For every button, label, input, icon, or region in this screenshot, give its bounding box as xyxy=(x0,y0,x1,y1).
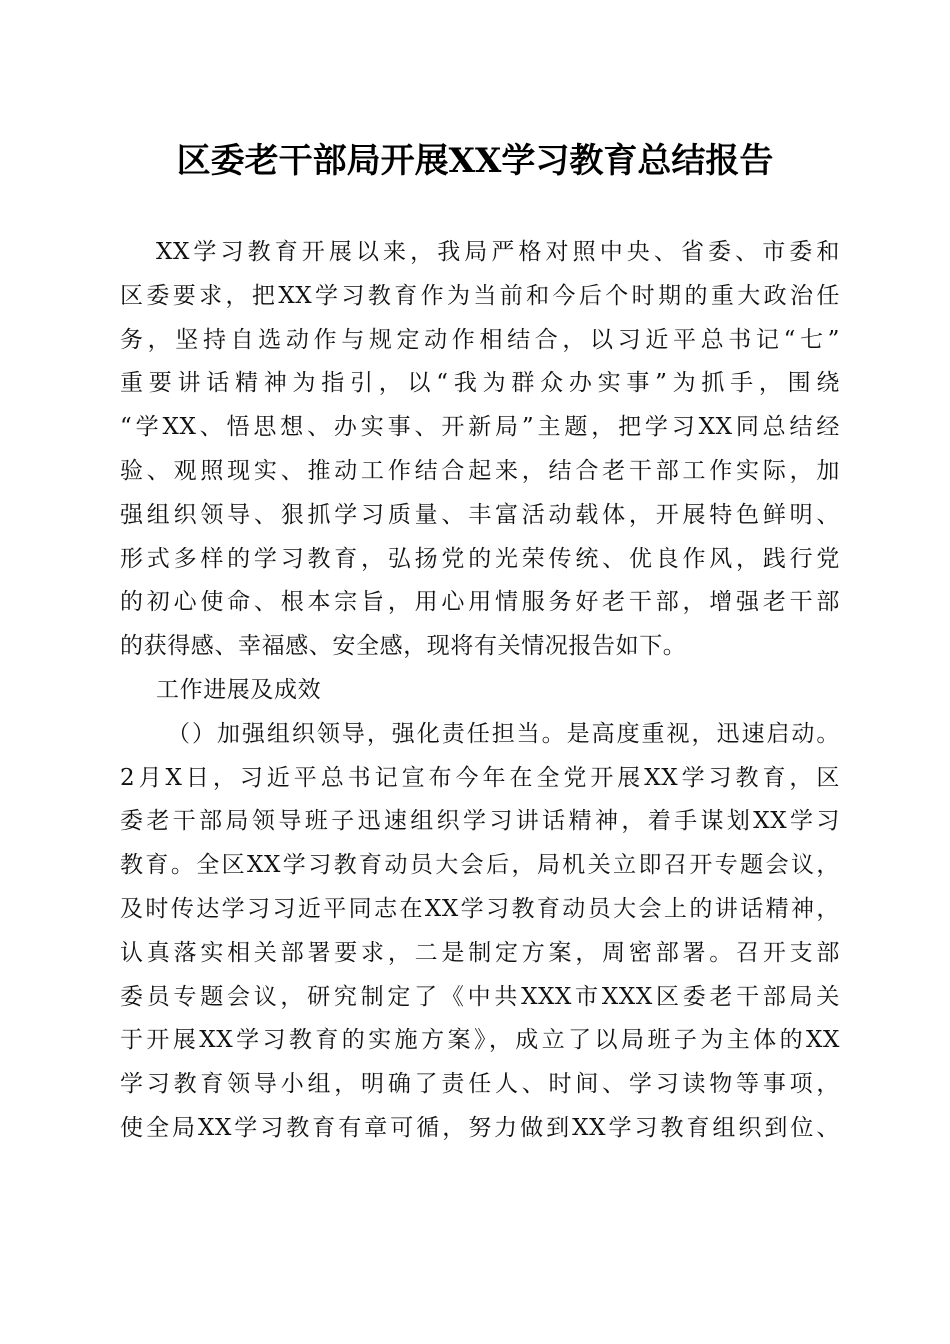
paragraph-line: “学XX、悟思想、办实事、开新局”主题，把学习XX同总结经 xyxy=(120,414,840,441)
paragraph-line: XX学习教育开展以来，我局严格对照中央、省委、市委和 xyxy=(156,239,840,265)
paragraph-line: 形式多样的学习教育，弘扬党的光荣传统、优良作风，践行党 xyxy=(120,545,840,572)
paragraph-line: 学习教育领导小组，明确了责任人、时间、学习读物等事项， xyxy=(120,1071,840,1098)
paragraph-line: 强组织领导、狠抓学习质量、丰富活动载体，开展特色鲜明、 xyxy=(120,501,840,528)
paragraph-line: 2月X日，习近平总书记宣布今年在全党开展XX学习教育，区 xyxy=(120,764,840,791)
document-body xyxy=(120,231,840,1151)
paragraph-line: 认真落实相关部署要求，二是制定方案，周密部署。召开支部 xyxy=(120,939,840,966)
paragraph-line: 委员专题会议，研究制定了《中共XXX市XXX区委老干部局关 xyxy=(120,983,840,1010)
paragraph-line: 及时传达学习习近平同志在XX学习教育动员大会上的讲话精神， xyxy=(120,895,840,922)
section-heading: 工作进展及成效 xyxy=(156,676,322,703)
paragraph-line: 使全局XX学习教育有章可循，努力做到XX学习教育组织到位、 xyxy=(120,1114,840,1141)
document-title: 区委老干部局开展XX学习教育总结报告 xyxy=(176,141,774,181)
paragraph-line: 区委要求，把XX学习教育作为当前和今后个时期的重大政治任 xyxy=(120,282,840,309)
paragraph-line: （）加强组织领导，强化责任担当。是高度重视，迅速启动。 xyxy=(167,720,840,747)
paragraph-line: 于开展XX学习教育的实施方案》，成立了以局班子为主体的XX xyxy=(120,1027,840,1054)
paragraph-line: 的初心使命、根本宗旨，用心用情服务好老干部，增强老干部 xyxy=(120,589,840,616)
paragraph-line: 委老干部局领导班子迅速组织学习讲话精神，着手谋划XX学习 xyxy=(120,808,840,835)
paragraph-line: 教育。全区XX学习教育动员大会后，局机关立即召开专题会议， xyxy=(120,852,840,879)
paragraph-line: 验、观照现实、推动工作结合起来，结合老干部工作实际，加 xyxy=(120,457,840,484)
paragraph-line: 务，坚持自选动作与规定动作相结合，以习近平总书记“七” xyxy=(120,326,840,353)
paragraph-line: 的获得感、幸福感、安全感，现将有关情况报告如下。 xyxy=(120,633,687,660)
paragraph-line: 重要讲话精神为指引，以“我为群众办实事”为抓手，围绕 xyxy=(120,370,840,397)
